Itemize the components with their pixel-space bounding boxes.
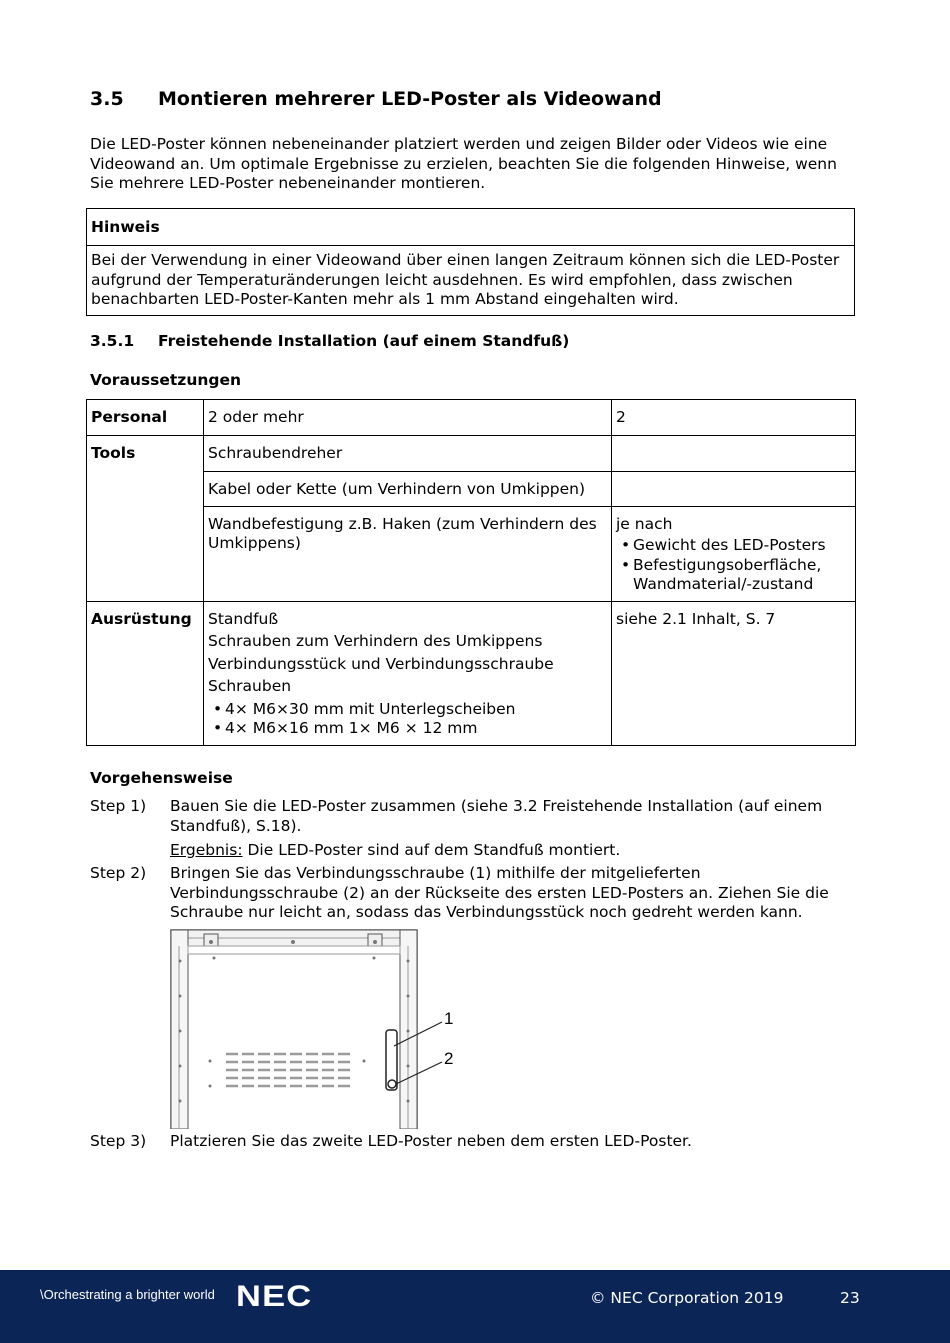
requirements-table [86, 399, 856, 746]
section-title: Montieren mehrerer LED-Poster als Videowand [158, 88, 662, 110]
table-row [87, 436, 856, 472]
step-label: Step 1) [90, 797, 147, 815]
personal-label: Personal [87, 400, 204, 436]
callout-2: 2 [444, 1049, 454, 1068]
led-poster-back-figure [168, 926, 468, 1129]
result-label: Ergebnis: [170, 841, 243, 859]
tools-note [612, 506, 856, 601]
section-heading [90, 88, 662, 110]
step-label: Step 2) [90, 864, 147, 882]
page-footer [0, 1270, 950, 1343]
list-item: • 4× M6×30 mm mit Unterlegscheiben [208, 700, 607, 720]
subsection-title: Freistehende Installation (auf einem Standfuß) [158, 332, 570, 350]
equipment-screw-list [208, 700, 607, 739]
procedure-heading: Vorgehensweise [90, 769, 233, 787]
step-1-result [170, 841, 620, 861]
nec-logo: NEC [236, 1280, 313, 1313]
table-row [87, 601, 856, 745]
subsection-number: 3.5.1 [90, 332, 135, 350]
connector-screw [388, 1080, 396, 1088]
section-number: 3.5 [90, 88, 124, 110]
step-3 [90, 1132, 865, 1152]
tagline: \Orchestrating a brighter world [40, 1287, 215, 1302]
list-item: • 4× M6×16 mm 1× M6 × 12 mm [208, 719, 607, 739]
tools-label-cont [87, 506, 204, 601]
subsection-heading [90, 332, 569, 350]
equipment-note: siehe 2.1 Inhalt, S. 7 [612, 601, 856, 745]
personal-value: 2 oder mehr [204, 400, 612, 436]
tools-label-cont [87, 471, 204, 506]
table-row [87, 471, 856, 506]
step-text: Bringen Sie das Verbindungsschraube (1) mithilfe der mitgelieferten Verbindungsschraube (2) an der Rückseite des ersten LED-Posters an. Ziehen Sie die Schraube nur leicht an, sodass das Verbindungsstück noch gedreht werden kann. [170, 864, 829, 921]
tools-label: Tools [87, 436, 204, 472]
table-row [87, 506, 856, 601]
personal-note: 2 [612, 400, 856, 436]
step-label: Step 3) [90, 1132, 147, 1150]
equipment-line: Verbindungsstück und Verbindungsschraube [208, 654, 554, 673]
page-number: 23 [840, 1289, 860, 1307]
list-item: • Gewicht des LED-Posters [616, 536, 851, 556]
intro-paragraph: Die LED-Poster können nebeneinander platziert werden und zeigen Bilder oder Videos wie eine Videowand an. Um optimale Ergebnisse zu erzielen, beachten Sie die folgenden Hinweise, wenn Sie mehrere LED-Poster nebeneinander montieren. [90, 135, 837, 192]
equipment-line: Standfuß [208, 609, 279, 628]
requirements-heading: Voraussetzungen [90, 371, 242, 389]
tools-item: Kabel oder Kette (um Verhindern von Umkippen) [204, 471, 612, 506]
tools-item: Schraubendreher [204, 436, 612, 472]
list-item: • Befestigungsoberfläche, Wandmaterial/-zustand [616, 556, 851, 595]
step-text: Platzieren Sie das zweite LED-Poster neben dem ersten LED-Poster. [170, 1132, 692, 1150]
note-text: Bei der Verwendung in einer Videowand über einen langen Zeitraum können sich die LED-Poster aufgrund der Temperaturänderungen leicht ausdehnen. Es wird empfohlen, dass zwischen benachbarten LED-Poster-Kanten mehr als 1 mm Abstand eingehalten wird. [91, 251, 840, 308]
step-1 [90, 797, 865, 836]
tools-note-text: je nach [616, 514, 673, 533]
copyright: © NEC Corporation 2019 [590, 1289, 784, 1307]
equipment-items [204, 601, 612, 745]
tools-note-empty [612, 436, 856, 472]
step-text: Bauen Sie die LED-Poster zusammen (siehe 3.2 Freistehende Installation (auf einem Standfuß), S.18). [170, 797, 823, 835]
equipment-line: Schrauben [208, 677, 292, 695]
tools-note-empty [612, 471, 856, 506]
result-text: Die LED-Poster sind auf dem Standfuß montiert. [247, 841, 621, 859]
equipment-line: Schrauben zum Verhindern des Umkippens [208, 632, 543, 650]
callout-1: 1 [444, 1009, 454, 1028]
tools-note-list [616, 536, 851, 595]
note-heading: Hinweis [87, 209, 854, 246]
note-box [86, 208, 855, 316]
step-2 [90, 864, 865, 923]
table-row [87, 400, 856, 436]
tools-item: Wandbefestigung z.B. Haken (zum Verhindern des Umkippens) [204, 506, 612, 601]
equipment-label: Ausrüstung [87, 601, 204, 745]
